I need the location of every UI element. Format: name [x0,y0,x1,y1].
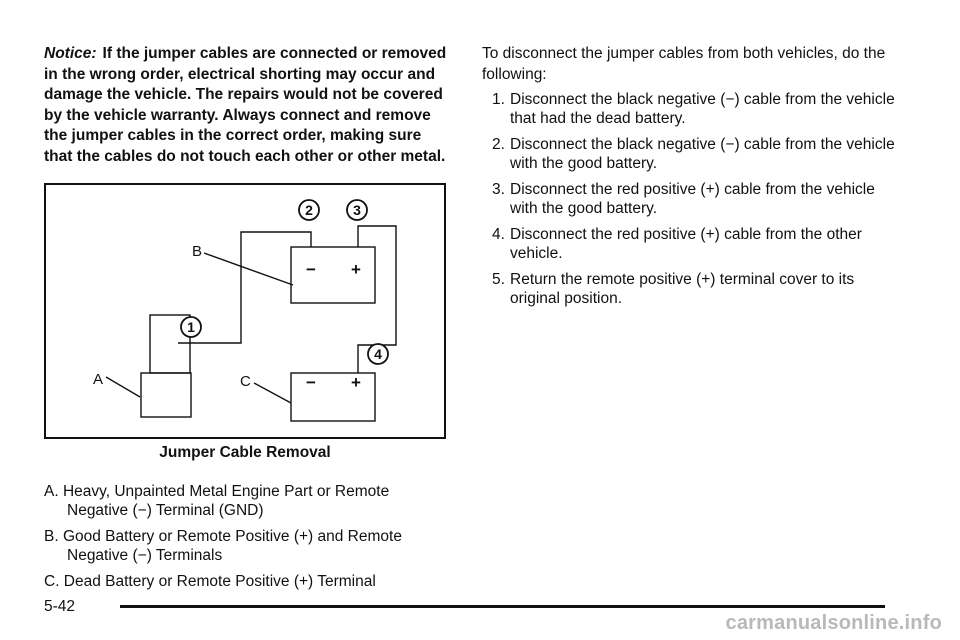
watermark: carmanualsonline.info [725,612,942,634]
figure-caption: Jumper Cable Removal [159,444,331,461]
step-item [482,90,902,128]
legend-item-c: C. Dead Battery or Remote Positive (+) Terminal [44,573,376,590]
callout-2-number: 2 [305,202,313,218]
engine-part-box [141,373,191,417]
step-text: Return the remote positive (+) terminal cover to its original position. [510,271,855,308]
callout-3 [347,200,367,220]
step-item [482,135,902,173]
step-number: 3. [492,181,505,199]
right-column [482,44,902,315]
step-text: Disconnect the red positive (+) cable from the vehicle with the good battery. [510,181,875,218]
step-text: Disconnect the black negative (−) cable from the vehicle with the good battery. [510,136,895,173]
notice-text: If the jumper cables are connected or removed in the wrong order, electrical shorting may occur and damage the vehicle. The repairs would not be covered by the vehicle warranty. Always connect and remove the jumper cables in the correct order, making sure that the cables do not touch each other or other metal. [44,45,447,165]
step-item [482,180,902,218]
diagram-svg [46,185,444,437]
label-a: A [93,371,104,388]
callout-2 [299,200,319,220]
steps-list [482,90,902,308]
figure-legend [44,482,454,598]
dead-battery-positive-sign: + [351,373,361,392]
footer-rule [120,605,885,608]
callout-4-number: 4 [374,346,382,362]
label-b: B [192,243,203,260]
callout-1-number: 1 [187,319,195,335]
step-number: 2. [492,136,505,154]
leader-line-a [106,377,140,397]
notice-label: Notice: [44,45,97,62]
dead-battery [291,373,375,421]
good-battery-negative-sign: − [306,260,316,279]
step-number: 1. [492,91,505,109]
label-c: C [240,373,251,390]
jumper-cable-diagram [44,183,446,439]
notice-paragraph [44,44,452,168]
step-number: 5. [492,271,505,289]
step-text: Disconnect the red positive (+) cable from the other vehicle. [510,226,862,263]
leader-line-c [254,383,291,403]
step-number: 4. [492,226,505,244]
callout-4 [368,344,388,364]
left-column [44,44,452,168]
step-text: Disconnect the black negative (−) cable from the vehicle that had the dead battery. [510,91,895,128]
callout-3-number: 3 [353,202,361,218]
legend-item-b: B. Good Battery or Remote Positive (+) and Remote Negative (−) Terminals [44,528,402,564]
leader-line-b [204,253,293,285]
instructions-intro: To disconnect the jumper cables from both vehicles, do the following: [482,45,886,83]
page-number: 5-42 [44,598,76,615]
callout-1 [181,317,201,337]
good-battery-positive-sign: + [351,260,361,279]
dead-battery-negative-sign: − [306,373,316,392]
good-battery [291,247,375,303]
legend-item-a: A. Heavy, Unpainted Metal Engine Part or Remote Negative (−) Terminal (GND) [44,483,390,519]
step-item [482,270,902,308]
step-item [482,225,902,263]
